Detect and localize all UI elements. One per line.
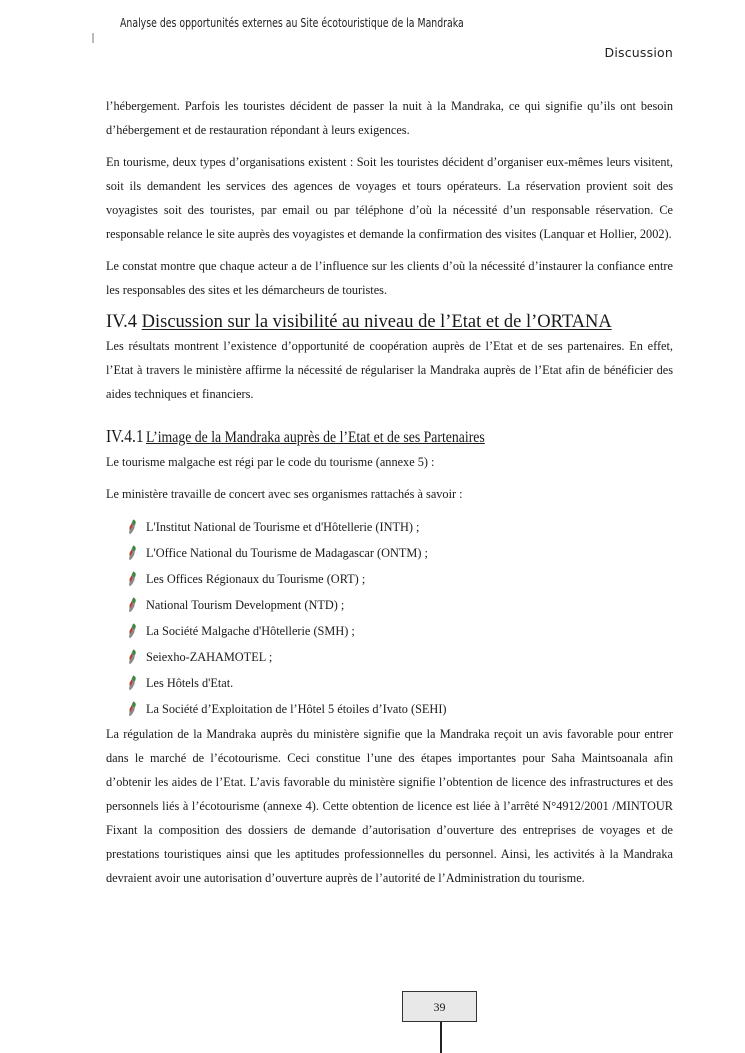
paragraph-tourism-code: Le tourisme malgache est régi par le code du tourisme (annexe 5) : [106,455,435,469]
madagascar-map-icon [126,597,138,613]
list-item: L'Institut National de Tourisme et d'Hôtellerie (INTH) ; [126,514,673,540]
page-number-stem [440,1022,442,1053]
list-item: La Société Malgache d'Hôtellerie (SMH) ; [126,618,673,644]
section-label: Discussion [604,45,673,60]
list-item: Seiexho-ZAHAMOTEL ; [126,644,673,670]
page-number: 39 [402,991,477,1022]
list-item: Les Hôtels d'Etat. [126,670,673,696]
paragraph-regulation: La régulation de la Mandraka auprès du ministère signifie que la Mandraka reçoit un avis favorable pour entrer dans le marché de l’écotourisme. Ceci constitue l’une des étapes importantes pour Saha Maintsoanala afin d’obtenir les aides de l’Etat. L’avis favorable du ministère signifie l’obtention de licence des infrastructures et des personnels liés à l’écotourisme (annexe 4). Cette obtention de licence est liée à l’arrêté N°4912/2001 /MINTOUR Fixant la composition des dossiers de demande d’autorisation d’ouverture des entreprises de voyages et de prestations touristiques ainsi que les aptitudes professionnelles du personnel. Ainsi, les activités à la Mandraka devraient avoir une autorisation d’ouverture auprès de l’autorité de l’Administration du tourisme. [106,727,673,885]
section-number: IV.4 [106,312,138,332]
madagascar-map-icon [126,571,138,587]
madagascar-map-icon [126,649,138,665]
madagascar-map-icon [126,519,138,535]
section-heading-iv4 [106,310,673,334]
paragraph-organisations: En tourisme, deux types d’organisations existent : Soit les touristes décident d’organiser eux-mêmes leurs visitent, soit ils demandent les services des agences de voyages et tours opérateurs. La réservation provient soit des voyagistes soit des touristes, par email ou par téléphone d’où la nécessité d’un responsable réservation. Ce responsable relance le site auprès des voyagistes et demande la confirmation des visites (Lanquar et Hollier, 2002). [106,155,673,241]
running-title: Analyse des opportunités externes au Site écotouristique de la Mandraka [120,16,464,30]
header-rule [92,33,94,43]
madagascar-map-icon [126,675,138,691]
list-item: Les Offices Régionaux du Tourisme (ORT) ; [126,566,673,592]
page-content [106,94,673,898]
subsection-number: IV.4.1 [106,426,144,446]
paragraph-ministry: Le ministère travaille de concert avec ses organismes rattachés à savoir : [106,487,463,501]
organism-list [106,514,673,722]
paragraph-influence: Le constat montre que chaque acteur a de l’influence sur les clients d’où la nécessité d’instaurer la confiance entre les responsables des sites et les démarcheurs de touristes. [106,259,673,297]
madagascar-map-icon [126,701,138,717]
subsection-heading-iv41 [106,424,673,450]
list-item: La Société d’Exploitation de l’Hôtel 5 étoiles d’Ivato (SEHI) [126,696,673,722]
paragraph-cooperation: Les résultats montrent l’existence d’opportunité de coopération auprès de l’Etat et de ses partenaires. En effet, l’Etat à travers le ministère affirme la nécessité de régulariser la Mandraka auprès de l’Etat afin de bénéficier des aides techniques et financiers. [106,339,673,401]
paragraph-accommodation: l’hébergement. Parfois les touristes décident de passer la nuit à la Mandraka, ce qui signifie qu’ils ont besoin d’hébergement et de restauration répondant à leurs exigences. [106,99,673,137]
subsection-title: L’image de la Mandraka auprès de l’Etat et de ses Partenaires [145,429,485,446]
list-item: National Tourism Development (NTD) ; [126,592,673,618]
madagascar-map-icon [126,545,138,561]
section-title: Discussion sur la visibilité au niveau de l’Etat et de l’ORTANA [141,312,612,332]
madagascar-map-icon [126,623,138,639]
list-item: L'Office National du Tourisme de Madagascar (ONTM) ; [126,540,673,566]
